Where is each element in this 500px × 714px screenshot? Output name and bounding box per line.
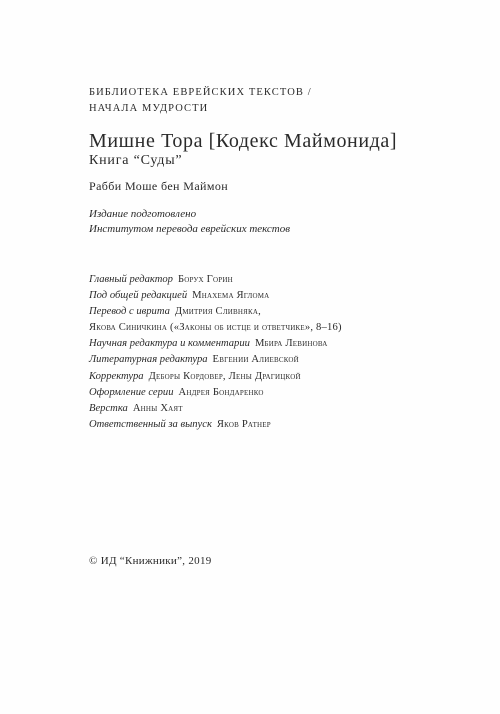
- credit-name: Мбира Левинова: [254, 338, 328, 350]
- credit-name: Борух Горин: [177, 274, 233, 285]
- credit-line: [89, 272, 469, 288]
- credit-role: Научная редактура и комментарии: [89, 338, 250, 350]
- credit-role: Оформление серии: [89, 386, 174, 398]
- series-line-1: БИБЛИОТЕКА ЕВРЕЙСКИХ ТЕКСТОВ /: [89, 87, 312, 98]
- credit-line: [89, 288, 469, 304]
- credit-line: [89, 304, 469, 320]
- credit-name: Мнахема Яглома: [192, 290, 270, 302]
- credit-name: Якова Синичкина («Законы об истце и ответчике», 8–16): [89, 322, 342, 334]
- credit-name: Анны Хаят: [132, 402, 183, 414]
- credit-role: Литературная редактура: [89, 354, 208, 366]
- credit-line: [89, 336, 469, 352]
- credit-line: [89, 417, 469, 433]
- credit-name: Андрея Бондаренко: [178, 386, 264, 398]
- copyright-notice: © ИД “Книжники”, 2019: [89, 555, 212, 567]
- credits-list: [89, 272, 469, 433]
- credit-role: Корректура: [89, 370, 144, 382]
- edition-line-1: Издание подготовлено: [89, 208, 197, 220]
- credit-role: Под общей редакцией: [89, 290, 188, 302]
- edition-note: [89, 207, 469, 237]
- book-title: Мишне Тора [Кодекс Маймонида]: [89, 130, 398, 152]
- credit-line: [89, 320, 469, 336]
- credit-name: Дмитрия Сливняка,: [174, 306, 261, 318]
- credit-line: [89, 352, 469, 368]
- credit-line: [89, 385, 469, 401]
- credit-role: Перевод с иврита: [89, 306, 170, 318]
- credit-name: Евгении Алиевской: [212, 354, 299, 366]
- credit-role: Главный редактор: [89, 274, 173, 285]
- book-subtitle: Книга “Суды”: [89, 153, 183, 168]
- edition-line-2: Институтом перевода еврейских текстов: [89, 223, 290, 235]
- credit-name: Деборы Кордовер, Лены Драгицкой: [148, 370, 301, 382]
- credit-role: Ответственный за выпуск: [89, 418, 212, 430]
- series-name: [89, 85, 469, 117]
- title-block: [89, 130, 469, 170]
- series-line-2: НАЧАЛА МУДРОСТИ: [89, 103, 209, 114]
- credit-line: [89, 401, 469, 417]
- book-author: Рабби Моше бен Маймон: [89, 179, 229, 193]
- credit-name: Яков Ратнер: [216, 418, 271, 430]
- credit-line: [89, 369, 469, 385]
- credit-role: Верстка: [89, 402, 128, 414]
